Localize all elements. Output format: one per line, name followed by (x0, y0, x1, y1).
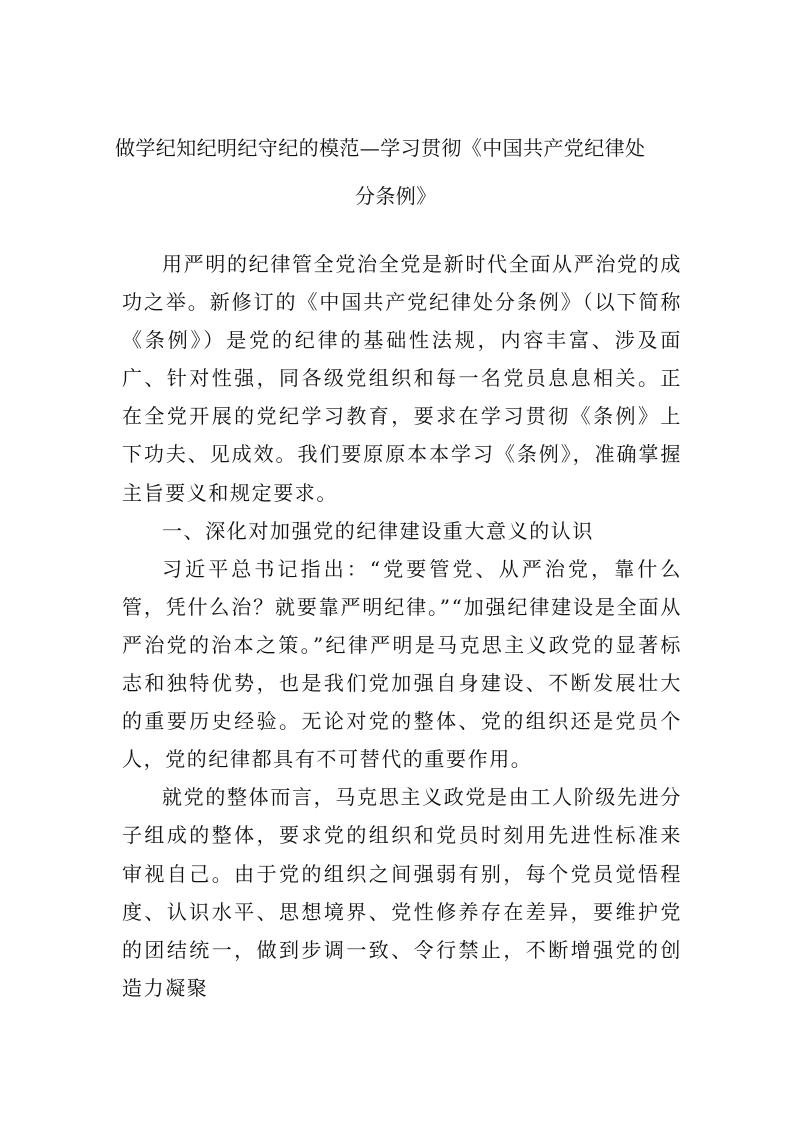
document-title-line-1: 做学纪知纪明纪守纪的模范—学习贯彻《中国共产党纪律处 (115, 136, 646, 160)
paragraph-party-whole: 就党的整体而言，马克思主义政党是由工人阶级先进分子组成的整体，要求党的组织和党员时刻用先进性标准来审视自己。由于党的组织之间强弱有别，每个党员觉悟程度、认识水平、思想境界、党性修养存在差异，要维护党的团结统一，做到步调一致、令行禁止，不断增强党的创造力凝聚 (122, 785, 682, 1000)
document-body (122, 245, 682, 1007)
section-heading-1: 一、深化对加强党的纪律建设重大意义的认识 (162, 518, 594, 543)
paragraph-intro: 用严明的纪律管全党治全党是新时代全面从严治党的成功之举。新修订的《中国共产党纪律处分条例》（以下简称《条例》）是党的纪律的基础性法规，内容丰富、涉及面广、针对性强，同各级党组织和每一名党员息息相关。正在全党开展的党纪学习教育，要求在学习贯彻《条例》上下功夫、见成效。我们要原原本本学习《条例》，准确掌握主旨要义和规定要求。 (122, 252, 682, 505)
document-title-line-2: 分条例》 (355, 184, 437, 208)
paragraph-quote: 习近平总书记指出：“党要管党、从严治党，靠什么管，凭什么治？就要靠严明纪律。”“加强纪律建设是全面从严治党的治本之策。”纪律严明是马克思主义政党的显著标志和独特优势，也是我们党加强自身建设、不断发展壮大的重要历史经验。无论对党的整体、党的组织还是党员个人，党的纪律都具有不可替代的重要作用。 (122, 556, 682, 772)
